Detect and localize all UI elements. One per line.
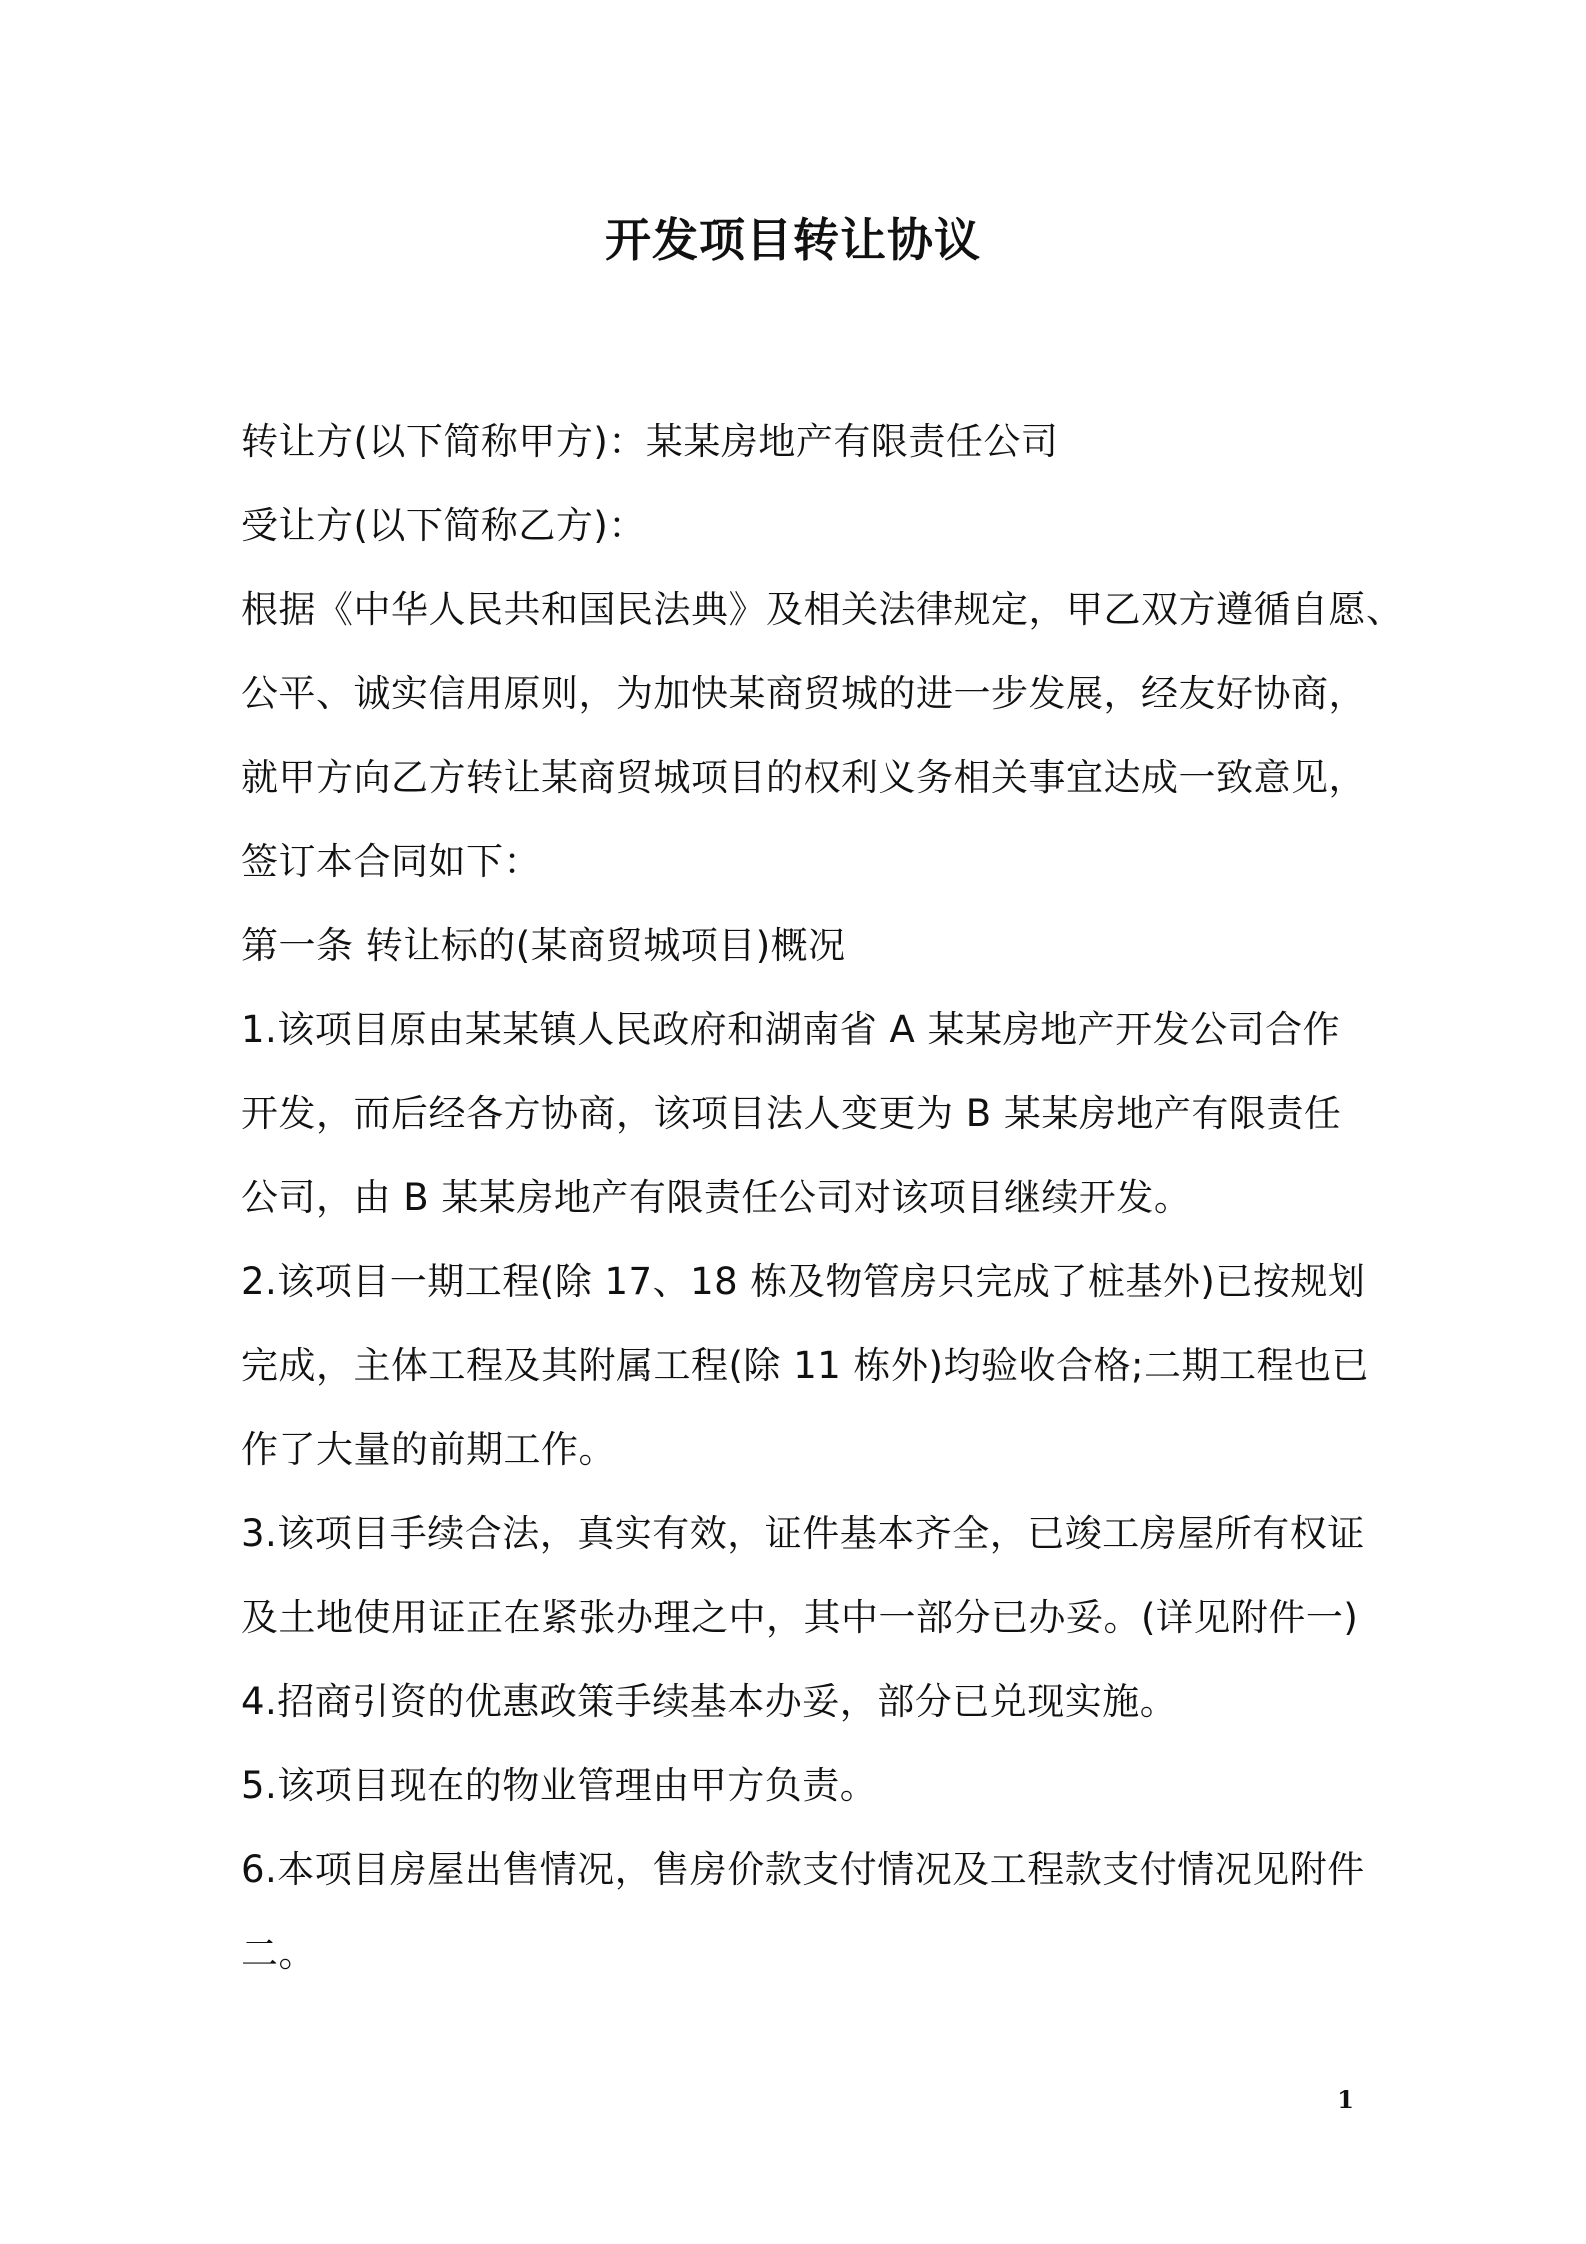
preamble-line-3: 就甲方向乙方转让某商贸城项目的权利义务相关事宜达成一致意见， xyxy=(241,756,1366,799)
preamble-line-1: 根据《中华人民共和国民法典》及相关法律规定，甲乙双方遵循自愿、 xyxy=(241,588,1404,631)
article-1-heading: 第一条 转让标的(某商贸城项目)概况 xyxy=(241,924,846,967)
document-body xyxy=(241,400,1404,1996)
clause-3-line-2: 及土地使用证正在紧张办理之中，其中一部分已办妥。(详见附件一) xyxy=(241,1596,1359,1639)
clause-1-line-2: 开发，而后经各方协商，该项目法人变更为 B 某某房地产有限责任 xyxy=(241,1092,1342,1135)
clause-2-line-2: 完成，主体工程及其附属工程(除 11 栋外)均验收合格;二期工程也已 xyxy=(241,1344,1369,1387)
party-a-line: 转让方(以下简称甲方)：某某房地产有限责任公司 xyxy=(241,420,1059,463)
party-b-line: 受让方(以下简称乙方)： xyxy=(241,504,646,547)
clause-1-line-3: 公司，由 B 某某房地产有限责任公司对该项目继续开发。 xyxy=(241,1176,1192,1219)
clause-2-line-3: 作了大量的前期工作。 xyxy=(241,1428,616,1471)
preamble-line-4: 签订本合同如下： xyxy=(241,840,541,883)
clause-5-line: 5.该项目现在的物业管理由甲方负责。 xyxy=(241,1764,878,1807)
preamble-line-2: 公平、诚实信用原则，为加快某商贸城的进一步发展，经友好协商， xyxy=(241,672,1366,715)
clause-6-line-2: 二。 xyxy=(241,1932,316,1975)
document-title: 开发项目转让协议 xyxy=(605,213,981,267)
clause-3-line-1: 3.该项目手续合法，真实有效，证件基本齐全，已竣工房屋所有权证 xyxy=(241,1512,1365,1555)
clause-4-line: 4.招商引资的优惠政策手续基本办妥，部分已兑现实施。 xyxy=(241,1680,1178,1723)
clause-2-line-1: 2.该项目一期工程(除 17、18 栋及物管房只完成了桩基外)已按规划 xyxy=(241,1260,1366,1303)
clause-1-line-1: 1.该项目原由某某镇人民政府和湖南省 A 某某房地产开发公司合作 xyxy=(241,1008,1341,1051)
clause-6-line-1: 6.本项目房屋出售情况，售房价款支付情况及工程款支付情况见附件 xyxy=(241,1848,1365,1891)
page-number: 1 xyxy=(1337,2085,1354,2114)
